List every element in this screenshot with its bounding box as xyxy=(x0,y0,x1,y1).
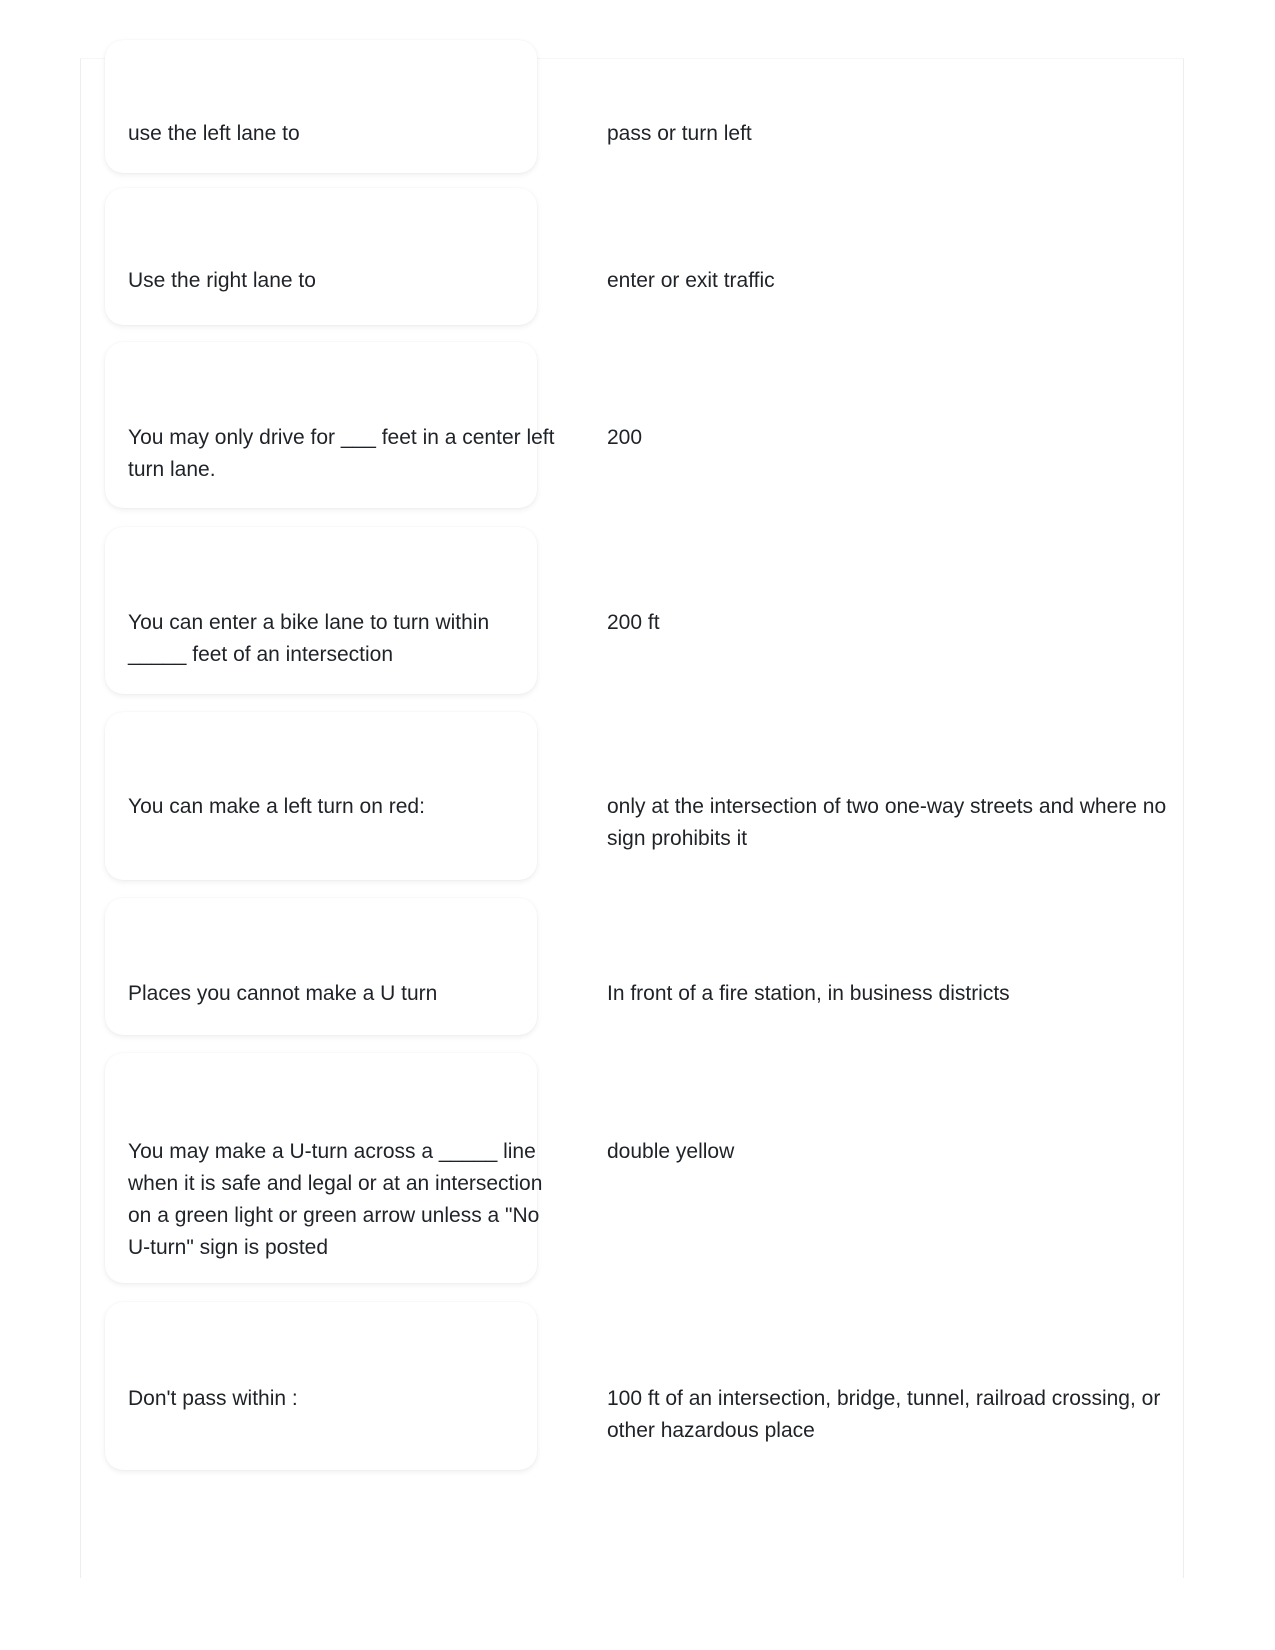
term-text: You may only drive for ___ feet in a center left turn lane. xyxy=(128,426,555,481)
term-text: You can enter a bike lane to turn within _____ feet of an intersection xyxy=(128,611,490,666)
definition-text: 100 ft of an intersection, bridge, tunnel, railroad crossing, or other hazardous place xyxy=(607,1387,1161,1442)
term-card[interactable] xyxy=(105,40,537,173)
term-text: use the left lane to xyxy=(128,122,300,145)
term-text: Use the right lane to xyxy=(128,269,316,292)
term-text: You may make a U-turn across a _____ line when it is safe and legal or at an intersection on a green light or green arrow unless a "No U-turn" sign is posted xyxy=(128,1140,543,1259)
term-text: Don't pass within : xyxy=(128,1387,298,1410)
definition-text: only at the intersection of two one-way streets and where no sign prohibits it xyxy=(607,795,1167,850)
term-text: Places you cannot make a U turn xyxy=(128,982,438,1005)
definition-text: pass or turn left xyxy=(607,122,752,145)
definition-text: 200 xyxy=(607,426,643,449)
definition-text: enter or exit traffic xyxy=(607,269,775,292)
term-card[interactable] xyxy=(105,188,537,325)
term-text: You can make a left turn on red: xyxy=(128,795,425,818)
term-card[interactable] xyxy=(105,898,537,1035)
definition-text: double yellow xyxy=(607,1140,735,1163)
definition-text: In front of a fire station, in business districts xyxy=(607,982,1010,1005)
definition-text: 200 ft xyxy=(607,611,660,634)
